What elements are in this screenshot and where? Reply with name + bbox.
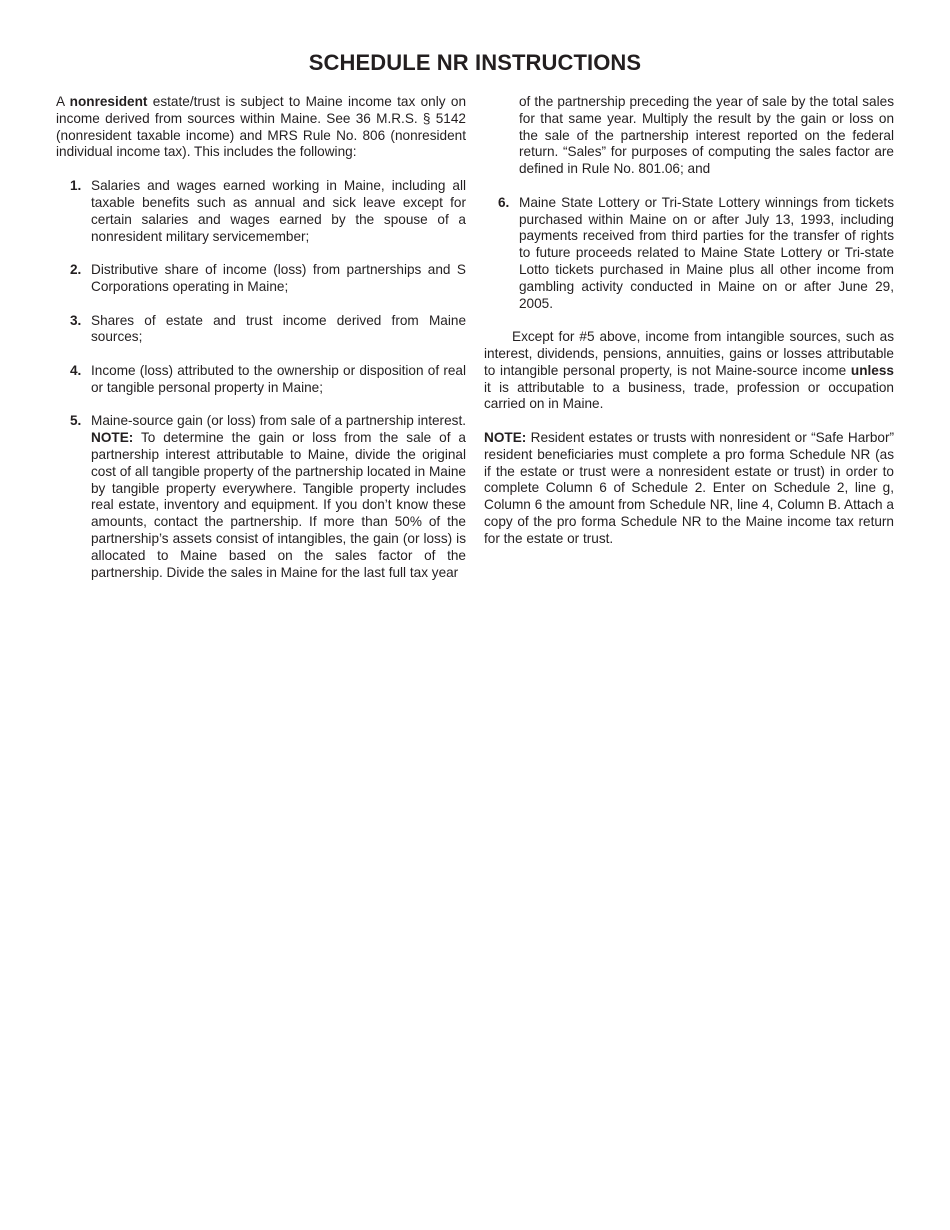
item-number: 5. — [70, 413, 82, 429]
item-number: 1. — [70, 178, 82, 194]
item5-continuation: of the partnership preceding the year of sale by the total sales for that same year. Multiply the result by the gain or loss on the sale of the partnership interest reported on the federal return. “Sales” for purposes of computing the sales factor are defined in Rule No. 801.06; and — [519, 94, 894, 177]
item-text: Maine-source gain (or loss) from sale of a partnership interest. — [91, 413, 466, 429]
note-label: NOTE: — [484, 429, 527, 445]
income-sources-list — [56, 178, 466, 581]
list-item — [56, 363, 466, 397]
resident-estates-note — [484, 430, 894, 548]
note-text: To determine the gain or loss from the sale of a partnership interest attributable to Maine, divide the original cost of all tangible property of the partnership located in Maine by tangible property everywhere. Tangible property includes real estate, inventory and equipment. If you don’t know these amounts, contact the partnership. If more than 50% of the partnership’s assets consist of intangibles, the gain (or loss) is allocated to Maine based on the sales factor of the partnership. Divide the sales in Maine for the last full tax year — [91, 430, 466, 580]
note-text: Resident estates or trusts with nonresident or “Safe Harbor” resident beneficiaries must complete a pro forma Schedule NR (as if the estate or trust were a nonresident estate or trust) in order to complete Column 6 of Schedule 2. Enter on Schedule 2, line g, Column 6 the amount from Schedule NR, line 4, Column B. Attach a copy of the pro forma Schedule NR to the Maine income tax return for the estate or trust. — [484, 429, 894, 546]
paragraph-text: Except for #5 above, income from intangible sources, such as interest, dividends, pensions, annuities, gains or losses attributable to intangible personal property, is not Maine-source income — [484, 329, 894, 378]
left-column — [56, 94, 466, 598]
paragraph-text-end: it is attributable to a business, trade, profession or occupation carried on in Maine. — [484, 379, 894, 412]
list-item — [484, 195, 894, 313]
item-number: 2. — [70, 262, 82, 278]
list-item — [56, 313, 466, 347]
right-column — [484, 94, 894, 548]
note-label: NOTE: — [91, 430, 134, 446]
item-number: 4. — [70, 362, 82, 378]
page-title: SCHEDULE NR INSTRUCTIONS — [308, 50, 642, 75]
list-item — [56, 262, 466, 296]
list-item — [56, 413, 466, 581]
intro-text: estate/trust is subject to Maine income tax only on income derived from sources within Maine. See 36 M.R.S. § 5142 (nonresident taxable income) and MRS Rule No. 806 (nonresident individual income tax). This includes the following: — [56, 94, 467, 160]
list-item — [56, 178, 466, 245]
item-number: 6. — [498, 194, 510, 210]
intro-bold-term: nonresident — [69, 94, 148, 109]
item-text: Income (loss) attributed to the ownership or disposition of real or tangible personal property in Maine; — [91, 362, 466, 395]
intro-paragraph — [56, 94, 466, 161]
intangible-sources-paragraph — [484, 329, 894, 413]
item-text: Distributive share of income (loss) from partnerships and S Corporations operating in Maine; — [91, 262, 466, 294]
item-text: Salaries and wages earned working in Maine, including all taxable benefits such as annual and sick leave except for certain salaries and wages earned by the spouse of a nonresident military servicemember; — [91, 178, 466, 244]
item-text: Shares of estate and trust income derived from Maine sources; — [91, 312, 466, 345]
emphasis-unless: unless — [850, 362, 894, 378]
income-sources-list-continued — [484, 195, 894, 313]
intro-prefix: A — [56, 94, 70, 109]
item-text: Maine State Lottery or Tri-State Lottery winnings from tickets purchased within Maine on or after July 13, 1993, including payments received from third parties for the transfer of rights to future proceeds related to Maine State Lottery or Tri-state Lotto tickets purchased in Maine plus all other income from gambling activity conducted in Maine on or after June 29, 2005. — [519, 194, 894, 311]
item-number: 3. — [70, 312, 82, 328]
